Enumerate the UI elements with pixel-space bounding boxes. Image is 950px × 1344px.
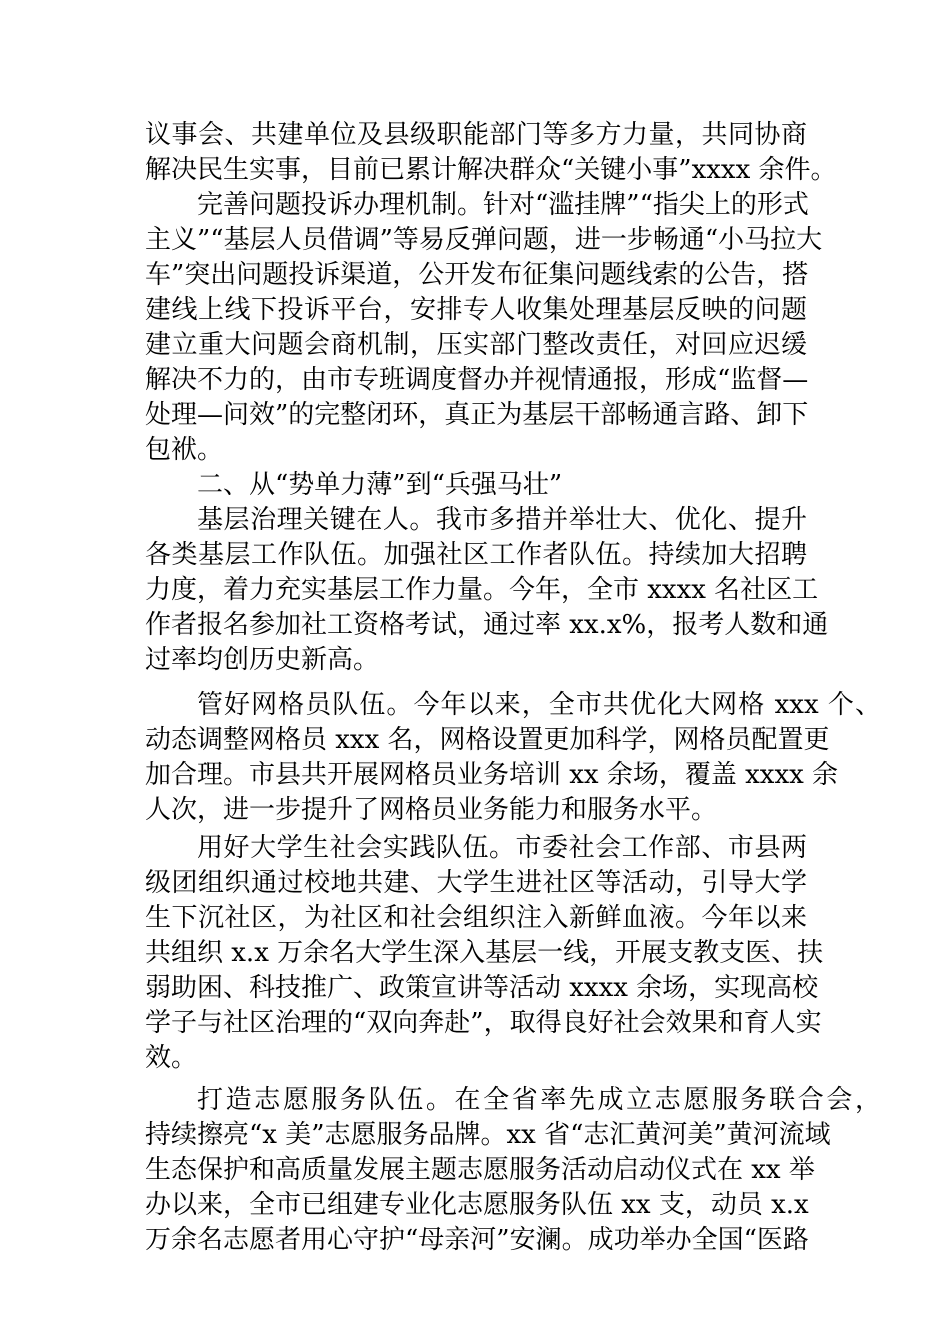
text-line: 解决不力的，由市专班调度督办并视情通报，形成“监督— [145,365,809,395]
paragraph-community-workers [145,503,829,678]
text-line: 办以来，全市已组建专业化志愿服务队伍 xx 支，动员 x.x [145,1190,809,1220]
text-line: 打造志愿服务队伍。在全省率先成立志愿服务联合会， [197,1085,881,1115]
paragraph-volunteers [145,1083,881,1258]
heading-line: 二、从“势单力薄”到“兵强马壮” [197,470,563,500]
text-line: 作者报名参加社工资格考试，通过率 xx.x%，报考人数和通 [145,610,829,640]
text-line: 主义”“基层人员借调”等易反弹问题，进一步畅通“小马拉大 [145,225,823,255]
section-heading [145,468,807,503]
text-line: 建立重大问题会商机制，压实部门整改责任，对回应迟缓 [145,330,807,360]
text-line: 处理—问效”的完整闭环，真正为基层干部畅通言路、卸下 [145,400,809,430]
text-line: 议事会、共建单位及县级职能部门等多方力量，共同协商 [145,120,807,150]
text-line: 各类基层工作队伍。加强社区工作者队伍。持续加大招聘 [145,540,807,570]
text-line: 持续擦亮“x 美”志愿服务品牌。xx 省“志汇黄河美”黄河流域 [145,1120,831,1150]
text-line: 生态保护和高质量发展主题志愿服务活动启动仪式在 xx 举 [145,1155,815,1185]
text-line: 弱助困、科技推广、政策宣讲等活动 xxxx 余场，实现高校 [145,973,819,1003]
text-line: 万余名志愿者用心守护“母亲河”安澜。成功举办全国“医路 [145,1225,809,1255]
text-line: 完善问题投诉办理机制。针对“滥挂牌”“指尖上的形式 [197,190,809,220]
text-line: 人次，进一步提升了网格员业务能力和服务水平。 [145,795,718,825]
text-line: 建线上线下投诉平台，安排专人收集处理基层反映的问题 [145,295,807,325]
text-line: 效。 [145,1043,198,1073]
text-line: 动态调整网格员 xxx 名，网格设置更加科学，网格员配置更 [145,725,830,755]
text-line: 过率均创历史新高。 [145,645,380,675]
text-line: 生下沉社区，为社区和社会组织注入新鲜血液。今年以来 [145,903,807,933]
text-line: 用好大学生社会实践队伍。市委社会工作部、市县两 [197,833,807,863]
text-line: 包袱。 [145,435,224,465]
text-line: 管好网格员队伍。今年以来，全市共优化大网格 xxx 个、 [197,690,881,720]
paragraph-student-practice [145,831,824,1076]
text-line: 学子与社区治理的“双向奔赴”，取得良好社会效果和育人实 [145,1008,822,1038]
text-line: 级团组织通过校地共建、大学生进社区等活动，引导大学 [145,868,807,898]
paragraph-grid-workers [145,688,881,828]
text-line: 力度，着力充实基层工作力量。今年，全市 xxxx 名社区工 [145,575,819,605]
text-line: 车”突出问题投诉渠道，公开发布征集问题线索的公告，搭 [145,260,809,290]
text-line: 加合理。市县共开展网格员业务培训 xx 余场，覆盖 xxxx 余 [145,760,839,790]
paragraph-continuation [145,118,837,188]
paragraph-complaint-mechanism [145,188,823,468]
text-line: 共组织 x.x 万余名大学生深入基层一线，开展支教支医、扶 [145,938,824,968]
text-line: 解决民生实事，目前已累计解决群众“关键小事”xxxx 余件。 [145,155,837,185]
text-line: 基层治理关键在人。我市多措并举壮大、优化、提升 [197,505,807,535]
